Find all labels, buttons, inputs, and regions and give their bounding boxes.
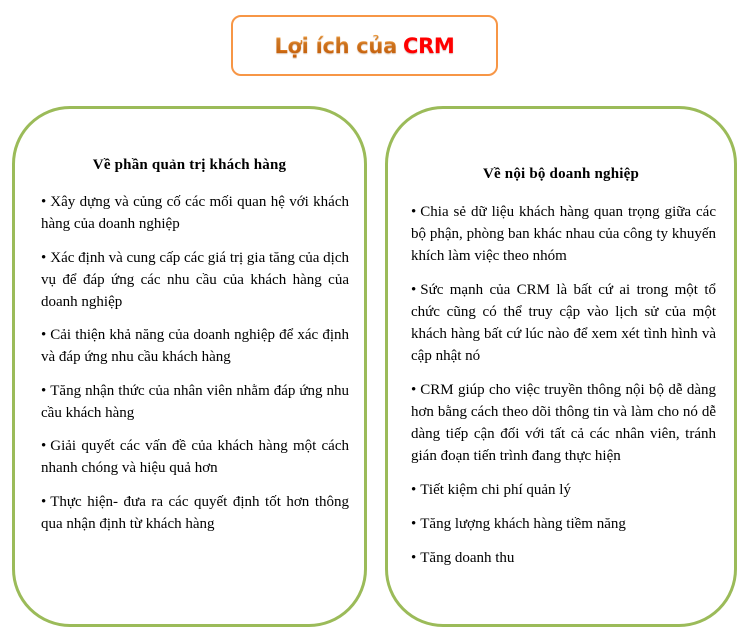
benefit-list xyxy=(411,201,716,581)
list-item: • CRM giúp cho việc truyền thông nội bộ dễ dàng hơn bằng cách theo dõi thông tin và làm cho nó dễ dàng tiếp cận đối với tất cả các nhân viên, tránh gián đoạn tiến trình đang thực hiện xyxy=(411,382,716,464)
title-box xyxy=(231,15,498,76)
bullet-icon: • xyxy=(411,516,417,532)
bullet-icon: • xyxy=(41,249,47,266)
bullet-icon: • xyxy=(411,382,417,398)
bullet-icon: • xyxy=(411,550,417,566)
internal-business-panel xyxy=(385,106,737,627)
title-text: Lợi ích của xyxy=(274,33,397,58)
bullet-icon: • xyxy=(41,194,47,210)
bullet-icon: • xyxy=(411,204,417,220)
bullet-icon: • xyxy=(411,282,417,298)
list-item: • Tiết kiệm chi phí quản lý xyxy=(411,482,571,498)
benefit-list xyxy=(41,191,349,546)
list-item: • Thực hiện- đưa ra các quyết định tốt hơn thông qua nhận định từ khách hàng xyxy=(41,493,349,532)
list-item: • Xác định và cung cấp các giá trị gia tăng của dịch vụ để đáp ứng các nhu cầu của khách hàng của doanh nghiệp xyxy=(41,249,349,310)
bullet-icon: • xyxy=(41,438,47,454)
panel-heading: Về phần quản trị khách hàng xyxy=(92,157,287,173)
title-accent-text: CRM xyxy=(402,33,455,58)
bullet-icon: • xyxy=(41,327,47,343)
list-item: • Giải quyết các vấn đề của khách hàng một cách nhanh chóng và hiệu quả hơn xyxy=(41,438,349,476)
list-item: • Chia sẻ dữ liệu khách hàng quan trọng giữa các bộ phận, phòng ban khác nhau của công ty khuyến khích làm việc theo nhóm xyxy=(411,204,716,264)
panel-heading: Về nội bộ doanh nghiệp xyxy=(482,166,640,182)
customer-management-panel xyxy=(12,106,367,627)
list-item: • Xây dựng và củng cố các mối quan hệ với khách hàng của doanh nghiệp xyxy=(41,194,349,232)
list-item: • Tăng doanh thu xyxy=(411,550,515,566)
list-item: • Tăng nhận thức của nhân viên nhằm đáp ứng nhu cầu khách hàng xyxy=(41,382,349,421)
list-item: • Cải thiện khả năng của doanh nghiệp để xác định và đáp ứng nhu cầu khách hàng xyxy=(41,327,349,365)
list-item: • Tăng lượng khách hàng tiềm năng xyxy=(411,516,626,532)
bullet-icon: • xyxy=(41,493,47,510)
bullet-icon: • xyxy=(41,382,47,399)
bullet-icon: • xyxy=(411,482,417,498)
list-item: • Sức mạnh của CRM là bất cứ ai trong một tổ chức cũng có thể truy cập vào lịch sử của một khách hàng bất cứ lúc nào để xem xét tình hình và cập nhật nó xyxy=(411,282,716,364)
